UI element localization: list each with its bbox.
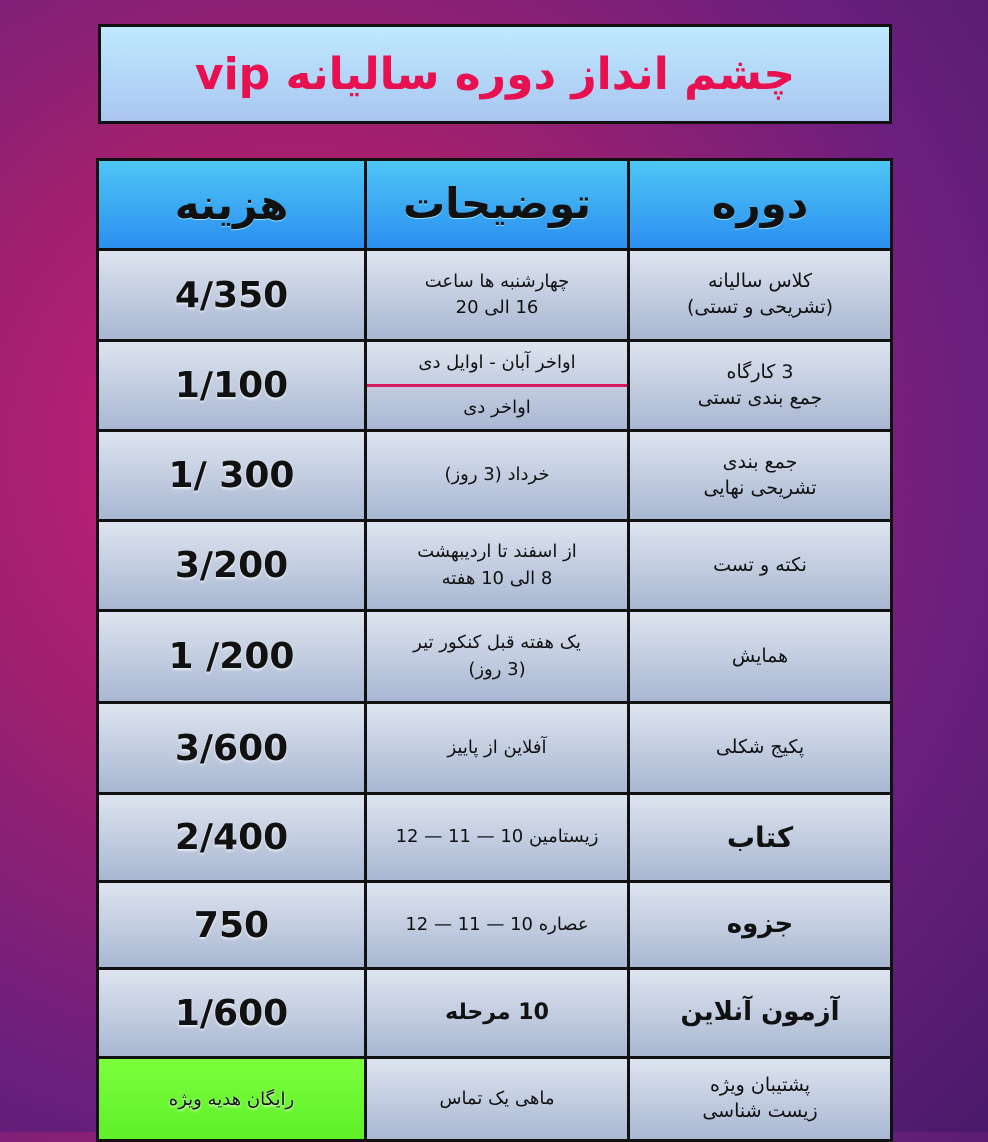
- description-top: اواخر آبان - اوایل دی: [367, 342, 627, 387]
- table-row: [99, 1059, 890, 1139]
- table-row: [99, 970, 890, 1059]
- table-row: [99, 251, 890, 342]
- course-description: آفلاین از پاییز: [364, 704, 627, 792]
- table-row: [99, 522, 890, 612]
- table-row: [99, 883, 890, 970]
- course-cost: 2/400: [99, 795, 364, 880]
- course-description: چهارشنبه ها ساعت 16 الی 20: [364, 251, 627, 339]
- course-name: همایش: [627, 612, 890, 701]
- course-name: کتاب: [627, 795, 890, 880]
- course-cost: 1/100: [99, 342, 364, 429]
- course-description: خرداد (3 روز): [364, 432, 627, 519]
- course-description: 10 مرحله: [364, 970, 627, 1056]
- course-description: [364, 342, 627, 429]
- course-table: [96, 158, 893, 1142]
- course-description: یک هفته قبل کنکور تیر (3 روز): [364, 612, 627, 701]
- title-banner: [98, 24, 892, 124]
- course-description: از اسفند تا اردیبهشت 8 الی 10 هفته: [364, 522, 627, 609]
- header-course: دوره: [627, 161, 890, 248]
- table-row: [99, 612, 890, 704]
- course-cost: 1/ 300: [99, 432, 364, 519]
- course-cost: 3/600: [99, 704, 364, 792]
- course-name: نکته و تست: [627, 522, 890, 609]
- course-name: آزمون آنلاین: [627, 970, 890, 1056]
- course-cost: 3/200: [99, 522, 364, 609]
- course-description: زیستامین 10 — 11 — 12: [364, 795, 627, 880]
- course-cost: 4/350: [99, 251, 364, 339]
- description-bottom: اواخر دی: [463, 396, 531, 418]
- course-name: 3 کارگاه جمع بندی تستی: [627, 342, 890, 429]
- course-cost: 1 /200: [99, 612, 364, 701]
- free-gift-badge: رایگان هدیه ویژه: [99, 1059, 364, 1139]
- header-cost: هزینه: [99, 161, 364, 248]
- course-name: جزوه: [627, 883, 890, 967]
- course-name: کلاس سالیانه (تشریحی و تستی): [627, 251, 890, 339]
- course-description: ماهی یک تماس: [364, 1059, 627, 1139]
- table-row: [99, 704, 890, 795]
- table-row: [99, 795, 890, 883]
- header-description: توضیحات: [364, 161, 627, 248]
- course-cost: 1/600: [99, 970, 364, 1056]
- course-name: پشتیبان ویژه زیست شناسی: [627, 1059, 890, 1139]
- course-name: جمع بندی تشریحی نهایی: [627, 432, 890, 519]
- course-name: پکیج شکلی: [627, 704, 890, 792]
- course-cost: 750: [99, 883, 364, 967]
- table-header: [99, 161, 890, 251]
- page-title: چشم انداز دوره سالیانه vip: [194, 48, 796, 100]
- table-row: [99, 432, 890, 522]
- table-row: [99, 342, 890, 432]
- course-description: عصاره 10 — 11 — 12: [364, 883, 627, 967]
